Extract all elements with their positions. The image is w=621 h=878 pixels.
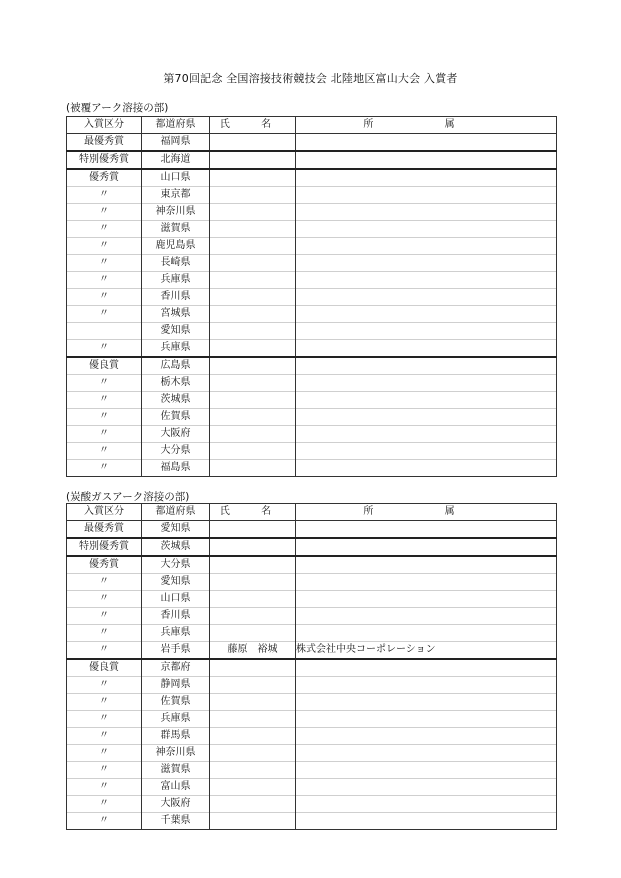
cell-award: 〃 — [67, 591, 142, 608]
cell-prefecture: 大阪府 — [142, 796, 210, 813]
cell-affiliation — [296, 375, 557, 392]
cell-name — [210, 151, 296, 169]
cell-name — [210, 392, 296, 409]
cell-affiliation — [296, 574, 557, 591]
cell-name — [210, 813, 296, 830]
cell-affiliation — [296, 306, 557, 323]
cell-name — [210, 306, 296, 323]
cell-affiliation — [296, 323, 557, 340]
cell-name — [210, 460, 296, 477]
cell-prefecture: 山口県 — [142, 591, 210, 608]
table-row — [67, 134, 557, 152]
cell-award: 〃 — [67, 460, 142, 477]
table-row — [67, 556, 557, 574]
cell-prefecture: 広島県 — [142, 357, 210, 375]
table-row — [67, 813, 557, 830]
cell-prefecture: 群馬県 — [142, 728, 210, 745]
cell-affiliation — [296, 443, 557, 460]
cell-affiliation — [296, 728, 557, 745]
cell-affiliation — [296, 340, 557, 358]
table-row — [67, 238, 557, 255]
cell-award: 〃 — [67, 289, 142, 306]
cell-affiliation — [296, 625, 557, 642]
table-row — [67, 728, 557, 745]
cell-award: 〃 — [67, 187, 142, 204]
cell-award: 優秀賞 — [67, 169, 142, 187]
table-row — [67, 625, 557, 642]
cell-prefecture: 東京都 — [142, 187, 210, 204]
cell-name — [210, 375, 296, 392]
section-label-co2-arc: (炭酸ガスアーク溶接の部) — [66, 491, 190, 503]
cell-award: 〃 — [67, 306, 142, 323]
table-row — [67, 538, 557, 556]
table-row — [67, 745, 557, 762]
cell-prefecture: 長崎県 — [142, 255, 210, 272]
cell-prefecture: 大分県 — [142, 443, 210, 460]
cell-award: 〃 — [67, 608, 142, 625]
cell-prefecture: 佐賀県 — [142, 694, 210, 711]
cell-award: 優良賞 — [67, 659, 142, 677]
cell-affiliation — [296, 357, 557, 375]
cell-prefecture: 神奈川県 — [142, 204, 210, 221]
cell-name — [210, 238, 296, 255]
table-row — [67, 762, 557, 779]
cell-name: 藤原 裕城 — [210, 642, 296, 660]
cell-affiliation — [296, 762, 557, 779]
cell-prefecture: 愛知県 — [142, 323, 210, 340]
cell-prefecture: 岩手県 — [142, 642, 210, 660]
cell-prefecture: 兵庫県 — [142, 625, 210, 642]
cell-award: 〃 — [67, 375, 142, 392]
cell-name — [210, 187, 296, 204]
cell-award: 〃 — [67, 813, 142, 830]
cell-prefecture: 静岡県 — [142, 677, 210, 694]
header-affiliation: 所 属 — [296, 117, 557, 134]
table-row — [67, 289, 557, 306]
header-affiliation: 所 属 — [296, 504, 557, 521]
cell-award: 〃 — [67, 642, 142, 660]
cell-prefecture: 北海道 — [142, 151, 210, 169]
table-row — [67, 169, 557, 187]
cell-affiliation — [296, 134, 557, 152]
cell-affiliation — [296, 521, 557, 539]
table-row — [67, 357, 557, 375]
header-name: 氏 名 — [210, 504, 296, 521]
cell-prefecture: 香川県 — [142, 608, 210, 625]
cell-award: 〃 — [67, 340, 142, 358]
header-award: 入賞区分 — [67, 117, 142, 134]
cell-prefecture: 栃木県 — [142, 375, 210, 392]
cell-affiliation — [296, 409, 557, 426]
cell-affiliation — [296, 221, 557, 238]
cell-award: 〃 — [67, 796, 142, 813]
cell-name — [210, 762, 296, 779]
cell-award: 〃 — [67, 409, 142, 426]
cell-name — [210, 272, 296, 289]
cell-name — [210, 221, 296, 238]
cell-prefecture: 滋賀県 — [142, 762, 210, 779]
cell-prefecture: 富山県 — [142, 779, 210, 796]
cell-award: 〃 — [67, 443, 142, 460]
table-row — [67, 426, 557, 443]
awards-table-body — [67, 521, 557, 830]
cell-award: 〃 — [67, 728, 142, 745]
cell-name — [210, 409, 296, 426]
cell-name — [210, 521, 296, 539]
cell-name — [210, 711, 296, 728]
cell-name — [210, 340, 296, 358]
table-row — [67, 694, 557, 711]
table-header-row — [67, 504, 557, 521]
cell-affiliation — [296, 538, 557, 556]
cell-name — [210, 608, 296, 625]
cell-affiliation — [296, 426, 557, 443]
cell-name — [210, 323, 296, 340]
cell-award: 〃 — [67, 392, 142, 409]
cell-affiliation — [296, 677, 557, 694]
page-title: 第70回記念 全国溶接技術競技会 北陸地区富山大会 入賞者 — [163, 72, 458, 85]
table-row — [67, 521, 557, 539]
table-row — [67, 340, 557, 358]
cell-name — [210, 677, 296, 694]
cell-affiliation — [296, 169, 557, 187]
cell-name — [210, 255, 296, 272]
cell-affiliation — [296, 556, 557, 574]
table-header-row — [67, 117, 557, 134]
cell-name — [210, 728, 296, 745]
table-row — [67, 574, 557, 591]
cell-prefecture: 茨城県 — [142, 538, 210, 556]
cell-prefecture: 滋賀県 — [142, 221, 210, 238]
header-prefecture: 都道府県 — [142, 504, 210, 521]
cell-affiliation — [296, 796, 557, 813]
cell-affiliation — [296, 204, 557, 221]
table-row — [67, 187, 557, 204]
cell-prefecture: 山口県 — [142, 169, 210, 187]
cell-affiliation — [296, 694, 557, 711]
cell-affiliation — [296, 608, 557, 625]
table-row — [67, 375, 557, 392]
cell-award: 〃 — [67, 677, 142, 694]
cell-prefecture: 京都府 — [142, 659, 210, 677]
cell-affiliation — [296, 460, 557, 477]
section-label-covered-arc: (被覆アーク溶接の部) — [66, 102, 169, 114]
table-row — [67, 642, 557, 660]
cell-award: 〃 — [67, 221, 142, 238]
cell-prefecture: 鹿児島県 — [142, 238, 210, 255]
cell-award: 〃 — [67, 745, 142, 762]
table-row — [67, 677, 557, 694]
table-row — [67, 443, 557, 460]
cell-prefecture: 大分県 — [142, 556, 210, 574]
cell-affiliation — [296, 289, 557, 306]
table-row — [67, 221, 557, 238]
cell-name — [210, 556, 296, 574]
cell-award: 〃 — [67, 694, 142, 711]
header-award: 入賞区分 — [67, 504, 142, 521]
table-row — [67, 204, 557, 221]
cell-name — [210, 169, 296, 187]
awards-table-covered-arc — [66, 116, 557, 477]
cell-prefecture: 宮城県 — [142, 306, 210, 323]
cell-affiliation — [296, 745, 557, 762]
cell-affiliation — [296, 238, 557, 255]
cell-name — [210, 659, 296, 677]
awards-table-co2-arc — [66, 503, 557, 830]
cell-name — [210, 694, 296, 711]
cell-affiliation — [296, 779, 557, 796]
cell-name — [210, 426, 296, 443]
table-row — [67, 796, 557, 813]
cell-prefecture: 福岡県 — [142, 134, 210, 152]
cell-name — [210, 289, 296, 306]
cell-prefecture: 千葉県 — [142, 813, 210, 830]
cell-award — [67, 323, 142, 340]
cell-award: 〃 — [67, 574, 142, 591]
cell-prefecture: 香川県 — [142, 289, 210, 306]
cell-name — [210, 625, 296, 642]
cell-name — [210, 574, 296, 591]
cell-prefecture: 兵庫県 — [142, 340, 210, 358]
cell-affiliation — [296, 272, 557, 289]
table-row — [67, 608, 557, 625]
cell-prefecture: 福島県 — [142, 460, 210, 477]
table-row — [67, 779, 557, 796]
cell-affiliation — [296, 711, 557, 728]
cell-prefecture: 愛知県 — [142, 574, 210, 591]
cell-award: 〃 — [67, 625, 142, 642]
cell-affiliation — [296, 187, 557, 204]
cell-name — [210, 591, 296, 608]
table-row — [67, 409, 557, 426]
cell-award: 〃 — [67, 272, 142, 289]
cell-affiliation — [296, 151, 557, 169]
table-row — [67, 323, 557, 340]
cell-award: 〃 — [67, 711, 142, 728]
cell-prefecture: 兵庫県 — [142, 711, 210, 728]
cell-award: 〃 — [67, 238, 142, 255]
cell-award: 〃 — [67, 762, 142, 779]
table-row — [67, 392, 557, 409]
table-row — [67, 306, 557, 323]
cell-prefecture: 大阪府 — [142, 426, 210, 443]
cell-award: 〃 — [67, 426, 142, 443]
cell-affiliation — [296, 591, 557, 608]
cell-name — [210, 745, 296, 762]
cell-name — [210, 134, 296, 152]
table-row — [67, 272, 557, 289]
cell-name — [210, 204, 296, 221]
cell-name — [210, 357, 296, 375]
cell-award: 優秀賞 — [67, 556, 142, 574]
table-row — [67, 591, 557, 608]
cell-award: 優良賞 — [67, 357, 142, 375]
header-name: 氏 名 — [210, 117, 296, 134]
cell-name — [210, 538, 296, 556]
cell-affiliation — [296, 659, 557, 677]
cell-prefecture: 愛知県 — [142, 521, 210, 539]
cell-award: 特別優秀賞 — [67, 151, 142, 169]
cell-name — [210, 779, 296, 796]
cell-affiliation — [296, 255, 557, 272]
cell-prefecture: 神奈川県 — [142, 745, 210, 762]
header-prefecture: 都道府県 — [142, 117, 210, 134]
table-row — [67, 151, 557, 169]
cell-affiliation — [296, 392, 557, 409]
cell-affiliation: 株式会社中央コーポレーション — [296, 642, 557, 660]
cell-award: 特別優秀賞 — [67, 538, 142, 556]
cell-award: 最優秀賞 — [67, 134, 142, 152]
table-row — [67, 255, 557, 272]
cell-prefecture: 佐賀県 — [142, 409, 210, 426]
table-row — [67, 711, 557, 728]
cell-affiliation — [296, 813, 557, 830]
table-row — [67, 460, 557, 477]
cell-award: 〃 — [67, 779, 142, 796]
cell-prefecture: 茨城県 — [142, 392, 210, 409]
awards-table-body — [67, 134, 557, 477]
table-row — [67, 659, 557, 677]
cell-prefecture: 兵庫県 — [142, 272, 210, 289]
cell-name — [210, 796, 296, 813]
cell-award: 〃 — [67, 255, 142, 272]
cell-name — [210, 443, 296, 460]
cell-award: 最優秀賞 — [67, 521, 142, 539]
cell-award: 〃 — [67, 204, 142, 221]
